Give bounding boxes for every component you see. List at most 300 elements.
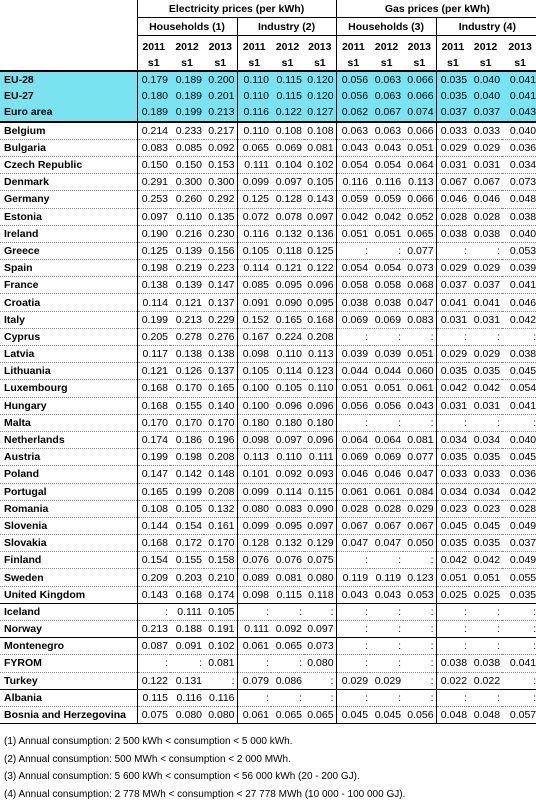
price-cell: 0.058 bbox=[336, 277, 370, 294]
price-cell: 0.041 bbox=[502, 88, 536, 104]
year-header: 2013 bbox=[208, 41, 232, 53]
price-cell: 0.031 bbox=[436, 397, 469, 414]
price-cell: 0.051 bbox=[436, 569, 469, 586]
price-cell: 0.049 bbox=[502, 552, 536, 569]
price-cell: 0.040 bbox=[502, 225, 536, 242]
price-cell: : bbox=[336, 621, 370, 638]
price-cell: 0.147 bbox=[137, 466, 170, 483]
price-cell: 0.115 bbox=[271, 586, 304, 603]
country-name: Denmark bbox=[0, 174, 137, 191]
price-cell: 0.022 bbox=[436, 672, 469, 689]
price-cell: 0.034 bbox=[469, 431, 502, 448]
price-cell: 0.042 bbox=[436, 552, 469, 569]
price-cell: 0.138 bbox=[170, 346, 204, 363]
price-cell: 0.048 bbox=[502, 191, 536, 208]
price-cell: 0.035 bbox=[436, 88, 469, 104]
price-cell: 0.051 bbox=[370, 380, 403, 397]
price-cell: 0.028 bbox=[336, 500, 370, 517]
households-3-header: Households (3) bbox=[336, 18, 436, 36]
price-cell: 0.229 bbox=[204, 311, 237, 328]
table-row bbox=[0, 191, 536, 208]
price-cell: 0.063 bbox=[370, 122, 403, 140]
table-row bbox=[0, 277, 536, 294]
price-cell: 0.047 bbox=[403, 466, 436, 483]
price-cell: 0.123 bbox=[403, 569, 436, 586]
price-cell: 0.066 bbox=[403, 191, 436, 208]
country-name: Turkey bbox=[0, 672, 137, 689]
price-cell: 0.034 bbox=[469, 483, 502, 500]
table-row bbox=[0, 672, 536, 689]
price-cell: 0.217 bbox=[204, 122, 237, 140]
price-cell: 0.095 bbox=[271, 277, 304, 294]
price-cell: 0.190 bbox=[137, 225, 170, 242]
price-cell: 0.090 bbox=[304, 500, 336, 517]
table-row bbox=[0, 449, 536, 466]
year-header: 2011 bbox=[336, 36, 370, 57]
price-cell: 0.161 bbox=[204, 517, 237, 534]
price-cell: 0.135 bbox=[204, 208, 237, 225]
price-cell: : bbox=[336, 638, 370, 655]
price-cell: 0.224 bbox=[271, 328, 304, 345]
price-cell: 0.210 bbox=[204, 569, 237, 586]
price-cell: 0.132 bbox=[204, 500, 237, 517]
price-cell: : bbox=[370, 552, 403, 569]
table-row bbox=[0, 260, 536, 277]
price-cell: 0.128 bbox=[237, 535, 271, 552]
table-row bbox=[0, 380, 536, 397]
price-cell: 0.091 bbox=[237, 294, 271, 311]
price-cell: 0.105 bbox=[271, 380, 304, 397]
price-cell: 0.040 bbox=[469, 71, 502, 88]
price-cell: 0.075 bbox=[137, 706, 170, 723]
price-cell: 0.083 bbox=[137, 139, 170, 156]
price-cell: : bbox=[336, 552, 370, 569]
price-cell: 0.153 bbox=[204, 156, 237, 173]
price-cell: 0.276 bbox=[204, 328, 237, 345]
price-cell: 0.029 bbox=[469, 139, 502, 156]
country-name: Netherlands bbox=[0, 431, 137, 448]
price-cell: 0.148 bbox=[204, 466, 237, 483]
price-cell: 0.083 bbox=[271, 500, 304, 517]
price-cell: 0.045 bbox=[469, 517, 502, 534]
price-cell: 0.170 bbox=[170, 380, 204, 397]
price-cell: 0.168 bbox=[137, 535, 170, 552]
price-cell: : bbox=[469, 638, 502, 655]
price-cell: 0.167 bbox=[237, 328, 271, 345]
price-cell: 0.099 bbox=[237, 174, 271, 191]
price-cell: : bbox=[469, 242, 502, 259]
price-cell: : bbox=[436, 414, 469, 431]
country-name: Norway bbox=[0, 621, 137, 638]
price-cell: 0.054 bbox=[336, 260, 370, 277]
price-cell: 0.042 bbox=[436, 380, 469, 397]
price-cell: 0.188 bbox=[170, 621, 204, 638]
price-cell: 0.138 bbox=[204, 346, 237, 363]
table-row bbox=[0, 655, 536, 672]
price-cell: 0.029 bbox=[403, 500, 436, 517]
price-cell: : bbox=[304, 689, 336, 706]
price-cell: 0.085 bbox=[170, 139, 204, 156]
price-cell: 0.047 bbox=[336, 535, 370, 552]
table-row bbox=[0, 71, 536, 88]
price-cell: 0.031 bbox=[469, 397, 502, 414]
price-cell: 0.061 bbox=[237, 706, 271, 723]
semester-header: s1 bbox=[204, 56, 237, 71]
price-cell: 0.136 bbox=[304, 225, 336, 242]
price-cell: 0.180 bbox=[237, 414, 271, 431]
price-cell: 0.233 bbox=[170, 122, 204, 140]
table-row bbox=[0, 225, 536, 242]
price-cell: 0.036 bbox=[502, 466, 536, 483]
footnote-3: (3) Annual consumption: 5 600 kWh < consumption < 56 000 kWh (20 - 200 GJ). bbox=[4, 771, 360, 782]
price-cell: 0.300 bbox=[170, 174, 204, 191]
price-cell: 0.046 bbox=[436, 191, 469, 208]
price-cell: 0.110 bbox=[170, 208, 204, 225]
price-cell: : bbox=[403, 328, 436, 345]
table-row bbox=[0, 174, 536, 191]
price-cell: 0.111 bbox=[170, 603, 204, 620]
price-cell: 0.042 bbox=[469, 380, 502, 397]
price-cell: 0.186 bbox=[170, 431, 204, 448]
price-cell: 0.080 bbox=[204, 706, 237, 723]
price-cell: 0.086 bbox=[271, 672, 304, 689]
country-name: Latvia bbox=[0, 346, 137, 363]
price-cell: 0.054 bbox=[370, 156, 403, 173]
price-cell: 0.098 bbox=[237, 346, 271, 363]
price-cell: : bbox=[237, 655, 271, 672]
country-name: Italy bbox=[0, 311, 137, 328]
price-cell: 0.046 bbox=[336, 466, 370, 483]
price-cell: 0.105 bbox=[237, 242, 271, 259]
price-cell: : bbox=[137, 655, 170, 672]
price-cell: 0.064 bbox=[370, 431, 403, 448]
price-cell: 0.067 bbox=[469, 174, 502, 191]
price-cell: 0.031 bbox=[436, 311, 469, 328]
price-cell: 0.033 bbox=[469, 466, 502, 483]
year-header: 2011 bbox=[237, 36, 271, 57]
price-cell: 0.080 bbox=[170, 706, 204, 723]
price-cell: 0.127 bbox=[304, 104, 336, 121]
price-cell: 0.158 bbox=[204, 552, 237, 569]
price-cell: 0.037 bbox=[469, 277, 502, 294]
price-cell: 0.213 bbox=[204, 104, 237, 121]
header-row-year bbox=[0, 36, 536, 57]
price-cell: 0.038 bbox=[469, 655, 502, 672]
price-cell: 0.097 bbox=[304, 517, 336, 534]
price-cell: 0.068 bbox=[403, 277, 436, 294]
price-cell: 0.043 bbox=[403, 397, 436, 414]
country-name: Malta bbox=[0, 414, 137, 431]
country-name: EU-28 bbox=[0, 71, 137, 88]
footnote-4: (4) Annual consumption: 2 778 MWh < consumption < 27 778 MWh (10 000 - 100 000 GJ). bbox=[4, 788, 406, 800]
table-row bbox=[0, 552, 536, 569]
table-row bbox=[0, 586, 536, 603]
price-cell: 0.116 bbox=[237, 104, 271, 121]
price-cell: 0.074 bbox=[403, 104, 436, 121]
price-cell: : bbox=[436, 638, 469, 655]
price-cell: 0.080 bbox=[304, 655, 336, 672]
price-cell: 0.035 bbox=[502, 586, 536, 603]
price-cell: 0.097 bbox=[304, 208, 336, 225]
price-cell: 0.165 bbox=[137, 483, 170, 500]
table-row bbox=[0, 621, 536, 638]
price-cell: 0.063 bbox=[370, 88, 403, 104]
price-cell: 0.029 bbox=[370, 672, 403, 689]
price-cell: 0.174 bbox=[137, 431, 170, 448]
country-name: France bbox=[0, 277, 137, 294]
price-cell: 0.137 bbox=[204, 363, 237, 380]
country-name: Greece bbox=[0, 242, 137, 259]
price-cell: 0.123 bbox=[304, 363, 336, 380]
price-cell: 0.111 bbox=[304, 449, 336, 466]
price-cell: : bbox=[336, 328, 370, 345]
footnote-1: (1) Annual consumption: 2 500 kWh < consumption < 5 000 kWh. bbox=[4, 736, 293, 747]
price-cell: 0.179 bbox=[137, 71, 170, 88]
price-cell: : bbox=[403, 689, 436, 706]
price-cell: 0.113 bbox=[237, 449, 271, 466]
price-cell: : bbox=[370, 242, 403, 259]
price-cell: 0.092 bbox=[271, 621, 304, 638]
price-cell: 0.090 bbox=[271, 294, 304, 311]
price-cell: : bbox=[237, 603, 271, 620]
table-row bbox=[0, 397, 536, 414]
price-cell: 0.038 bbox=[436, 225, 469, 242]
price-cell: 0.031 bbox=[469, 311, 502, 328]
price-cell: 0.029 bbox=[469, 260, 502, 277]
price-cell: 0.201 bbox=[204, 88, 237, 104]
price-cell: 0.115 bbox=[271, 88, 304, 104]
country-name: Portugal bbox=[0, 483, 137, 500]
price-cell: 0.200 bbox=[204, 71, 237, 88]
price-cell: 0.093 bbox=[304, 466, 336, 483]
price-cell: 0.213 bbox=[137, 621, 170, 638]
price-cell: 0.034 bbox=[502, 156, 536, 173]
price-cell: 0.060 bbox=[403, 363, 436, 380]
price-cell: 0.066 bbox=[403, 122, 436, 140]
price-cell: 0.110 bbox=[271, 449, 304, 466]
price-cell: 0.065 bbox=[271, 706, 304, 723]
price-cell: 0.116 bbox=[237, 225, 271, 242]
price-cell: 0.056 bbox=[336, 71, 370, 88]
country-name: Slovenia bbox=[0, 517, 137, 534]
price-cell: : bbox=[336, 242, 370, 259]
table-row bbox=[0, 517, 536, 534]
price-cell: 0.208 bbox=[204, 449, 237, 466]
country-name: Albania bbox=[0, 689, 137, 706]
price-cell: 0.097 bbox=[271, 431, 304, 448]
price-cell: 0.067 bbox=[403, 517, 436, 534]
price-cell: 0.044 bbox=[336, 363, 370, 380]
table-row bbox=[0, 689, 536, 706]
price-cell: 0.061 bbox=[336, 483, 370, 500]
price-cell: 0.099 bbox=[237, 483, 271, 500]
price-cell: 0.199 bbox=[137, 449, 170, 466]
price-cell: 0.072 bbox=[237, 208, 271, 225]
footnote-2: (2) Annual consumption: 500 MWh < consumption < 2 000 MWh. bbox=[4, 753, 291, 765]
price-cell: 0.056 bbox=[336, 88, 370, 104]
semester-header: s1 bbox=[304, 56, 336, 71]
table-row bbox=[0, 328, 536, 345]
price-cell: 0.108 bbox=[304, 122, 336, 140]
country-name: United Kingdom bbox=[0, 586, 137, 603]
price-cell: 0.028 bbox=[502, 500, 536, 517]
price-cell: : bbox=[336, 689, 370, 706]
price-cell: 0.189 bbox=[170, 71, 204, 88]
price-cell: 0.137 bbox=[204, 294, 237, 311]
price-cell: : bbox=[304, 603, 336, 620]
price-cell: 0.025 bbox=[469, 586, 502, 603]
table-row bbox=[0, 603, 536, 620]
price-cell: 0.154 bbox=[137, 552, 170, 569]
price-cell: 0.033 bbox=[436, 122, 469, 140]
price-cell: 0.029 bbox=[436, 139, 469, 156]
year-header: 2012 bbox=[473, 41, 498, 53]
price-cell: 0.040 bbox=[469, 88, 502, 104]
price-cell: 0.170 bbox=[170, 414, 204, 431]
price-cell: 0.208 bbox=[204, 483, 237, 500]
price-cell: : bbox=[502, 638, 536, 655]
price-cell: : bbox=[403, 414, 436, 431]
price-cell: 0.102 bbox=[204, 638, 237, 655]
price-cell: 0.065 bbox=[237, 139, 271, 156]
year-header: 2012 bbox=[374, 41, 399, 53]
price-cell: 0.087 bbox=[137, 638, 170, 655]
price-cell: 0.122 bbox=[137, 672, 170, 689]
price-cell: : bbox=[370, 689, 403, 706]
price-cell: 0.031 bbox=[436, 156, 469, 173]
price-cell: 0.253 bbox=[137, 191, 170, 208]
price-cell: 0.102 bbox=[304, 156, 336, 173]
country-name: Sweden bbox=[0, 569, 137, 586]
price-cell: : bbox=[336, 655, 370, 672]
price-cell: 0.040 bbox=[502, 431, 536, 448]
price-cell: 0.047 bbox=[403, 294, 436, 311]
price-cell: 0.042 bbox=[502, 311, 536, 328]
table-row bbox=[0, 311, 536, 328]
price-cell: : bbox=[370, 638, 403, 655]
header-row-energy bbox=[0, 0, 536, 18]
price-cell: 0.168 bbox=[137, 397, 170, 414]
price-cell: 0.180 bbox=[137, 88, 170, 104]
price-cell: 0.037 bbox=[502, 535, 536, 552]
price-cell: 0.121 bbox=[170, 294, 204, 311]
price-cell: : bbox=[436, 689, 469, 706]
price-cell: 0.051 bbox=[469, 569, 502, 586]
table-row bbox=[0, 500, 536, 517]
price-cell: 0.046 bbox=[370, 466, 403, 483]
price-cell: : bbox=[469, 328, 502, 345]
table-row bbox=[0, 363, 536, 380]
price-cell: 0.152 bbox=[237, 311, 271, 328]
price-cell: 0.292 bbox=[204, 191, 237, 208]
price-cell: 0.066 bbox=[403, 88, 436, 104]
price-cell: 0.035 bbox=[436, 363, 469, 380]
price-cell: 0.199 bbox=[170, 104, 204, 121]
country-name: Spain bbox=[0, 260, 137, 277]
country-name: Germany bbox=[0, 191, 137, 208]
year-header: 2012 bbox=[275, 41, 300, 53]
country-name: Lithuania bbox=[0, 363, 137, 380]
price-cell: 0.069 bbox=[370, 449, 403, 466]
price-cell: : bbox=[436, 603, 469, 620]
price-cell: 0.041 bbox=[469, 294, 502, 311]
price-cell: 0.039 bbox=[502, 260, 536, 277]
price-cell: 0.147 bbox=[204, 277, 237, 294]
price-cell: : bbox=[271, 655, 304, 672]
price-cell: 0.042 bbox=[502, 483, 536, 500]
price-cell: : bbox=[370, 655, 403, 672]
price-cell: 0.105 bbox=[204, 603, 237, 620]
price-cell: 0.189 bbox=[170, 88, 204, 104]
price-cell: 0.045 bbox=[336, 706, 370, 723]
price-cell: 0.189 bbox=[137, 104, 170, 121]
price-cell: : bbox=[403, 552, 436, 569]
price-cell: : bbox=[469, 689, 502, 706]
price-cell: 0.150 bbox=[170, 156, 204, 173]
semester-header: s1 bbox=[502, 56, 536, 71]
price-cell: 0.061 bbox=[403, 380, 436, 397]
price-cell: 0.051 bbox=[403, 346, 436, 363]
price-cell: 0.165 bbox=[271, 311, 304, 328]
price-cell: 0.053 bbox=[403, 586, 436, 603]
price-cell: 0.078 bbox=[271, 208, 304, 225]
price-cell: 0.033 bbox=[436, 466, 469, 483]
country-name: Ireland bbox=[0, 225, 137, 242]
country-name: Slovakia bbox=[0, 535, 137, 552]
price-cell: 0.039 bbox=[336, 346, 370, 363]
price-cell: 0.122 bbox=[304, 260, 336, 277]
price-cell: 0.110 bbox=[237, 71, 271, 88]
price-cell: 0.116 bbox=[370, 174, 403, 191]
price-cell: 0.116 bbox=[204, 689, 237, 706]
price-cell: 0.143 bbox=[137, 586, 170, 603]
price-cell: 0.034 bbox=[436, 431, 469, 448]
price-cell: 0.046 bbox=[469, 191, 502, 208]
price-cell: 0.041 bbox=[436, 294, 469, 311]
price-cell: 0.209 bbox=[137, 569, 170, 586]
price-cell: 0.121 bbox=[271, 260, 304, 277]
price-cell: 0.216 bbox=[170, 225, 204, 242]
price-cell: 0.116 bbox=[336, 174, 370, 191]
price-cell: 0.105 bbox=[304, 174, 336, 191]
price-cell: 0.155 bbox=[170, 397, 204, 414]
price-cell: 0.180 bbox=[304, 414, 336, 431]
price-cell: 0.144 bbox=[137, 517, 170, 534]
semester-header: s1 bbox=[370, 56, 403, 71]
price-cell: 0.168 bbox=[137, 380, 170, 397]
price-cell: 0.069 bbox=[336, 449, 370, 466]
price-cell: : bbox=[436, 328, 469, 345]
table-row bbox=[0, 638, 536, 655]
table-row bbox=[0, 466, 536, 483]
price-cell: 0.035 bbox=[436, 535, 469, 552]
price-cell: 0.105 bbox=[170, 500, 204, 517]
price-cell: 0.121 bbox=[137, 363, 170, 380]
table-row bbox=[0, 294, 536, 311]
price-cell: : bbox=[370, 621, 403, 638]
price-cell: 0.035 bbox=[469, 363, 502, 380]
price-cell: 0.075 bbox=[304, 552, 336, 569]
table-row bbox=[0, 88, 536, 104]
price-cell: 0.029 bbox=[336, 672, 370, 689]
semester-header: s1 bbox=[469, 56, 502, 71]
price-cell: 0.119 bbox=[370, 569, 403, 586]
price-cell: 0.043 bbox=[336, 586, 370, 603]
price-cell: 0.142 bbox=[170, 466, 204, 483]
price-cell: : bbox=[436, 621, 469, 638]
price-cell: : bbox=[271, 689, 304, 706]
price-cell: 0.081 bbox=[204, 655, 237, 672]
